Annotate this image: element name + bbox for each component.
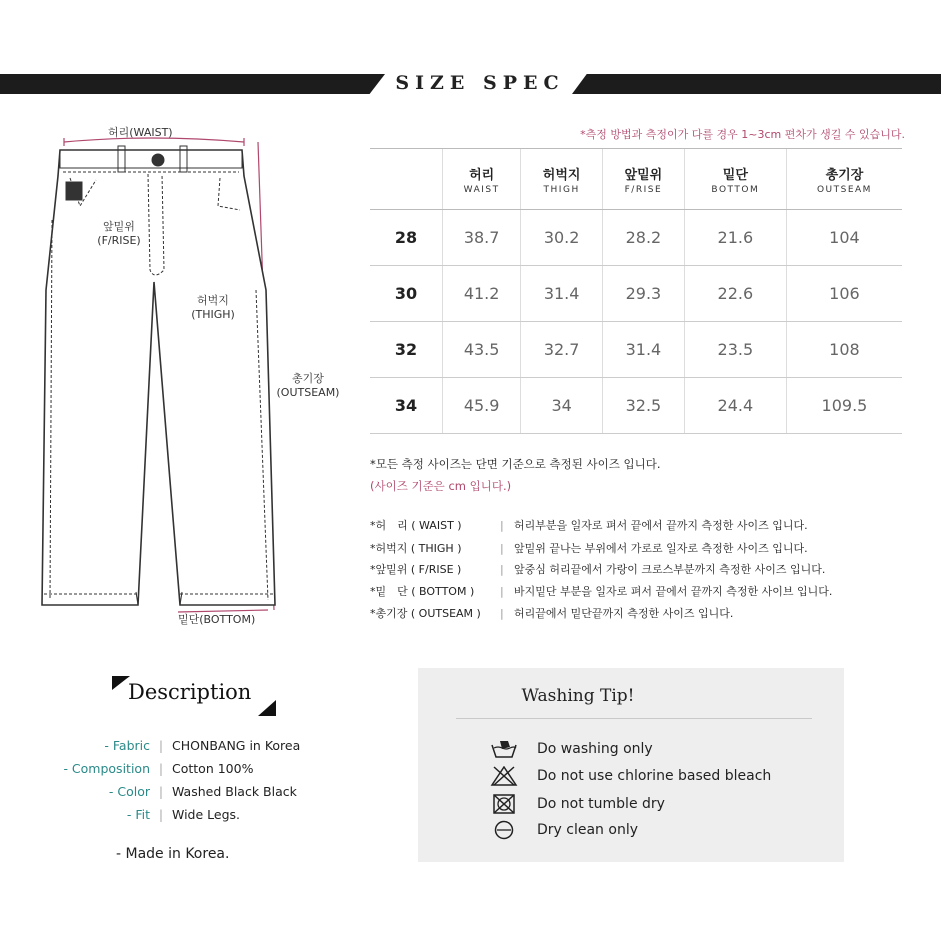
page-title: SIZE SPEC — [395, 72, 565, 94]
table-cell: 38.7 — [443, 210, 521, 266]
table-cell: 34 — [370, 378, 443, 434]
table-row — [370, 266, 902, 322]
label-frise-en: (F/RISE) — [97, 234, 141, 247]
label-thigh-en: (THIGH) — [191, 308, 235, 321]
size-table — [370, 148, 902, 434]
table-header-outseam: 총기장 OUTSEAM — [786, 149, 902, 210]
table-cell: 31.4 — [521, 266, 603, 322]
table-header-waist: 허리 WAIST — [443, 149, 521, 210]
corner-mark-icon — [258, 700, 278, 716]
description-row-fit: - Fit | Wide Legs. — [126, 807, 241, 822]
label-thigh-ko: 허벅지 — [197, 294, 229, 307]
label-outseam-en: (OUTSEAM) — [276, 386, 340, 399]
table-header-row — [370, 149, 902, 210]
measurement-deviation-note: *측정 방법과 측정이가 다를 경우 1~3cm 편차가 생길 수 있습니다. — [580, 128, 905, 141]
table-cell: 22.6 — [684, 266, 786, 322]
table-cell: 30.2 — [521, 210, 603, 266]
no-tumble-dry-icon — [490, 794, 518, 814]
description-row-color: - Color | Washed Black Black — [108, 784, 297, 799]
table-cell: 34 — [521, 378, 603, 434]
label-frise-ko: 앞밑위 — [103, 220, 135, 233]
hand-wash-icon — [490, 739, 518, 759]
table-cell: 108 — [786, 322, 902, 378]
label-outseam-ko: 총기장 — [292, 372, 324, 385]
header-bar-right — [572, 74, 941, 94]
table-cell: 45.9 — [443, 378, 521, 434]
label-bottom: 밑단(BOTTOM) — [178, 613, 256, 626]
label-waist: 허리(WAIST) — [108, 126, 173, 139]
table-cell: 43.5 — [443, 322, 521, 378]
table-cell: 23.5 — [684, 322, 786, 378]
table-cell: 28.2 — [603, 210, 685, 266]
measure-row-bottom: *밑 단 ( BOTTOM ) | 바지밑단 부분을 일자로 펴서 끝에서 끝까지 측정한 사이브 입니다. — [370, 585, 833, 598]
description-row-composition: - Composition | Cotton 100% — [63, 761, 254, 776]
table-header-bottom: 밑단 BOTTOM — [684, 149, 786, 210]
table-cell: 41.2 — [443, 266, 521, 322]
table-header-size — [370, 149, 443, 210]
table-cell: 32 — [370, 322, 443, 378]
table-header-frise: 앞밑위 F/RISE — [603, 149, 685, 210]
description-title: Description — [128, 680, 252, 704]
table-cell: 32.5 — [603, 378, 685, 434]
table-row — [370, 322, 902, 378]
dry-clean-icon — [490, 820, 518, 840]
measure-row-outseam: *총기장 ( OUTSEAM ) | 허리끝에서 밑단끝까지 측정한 사이즈 입니다. — [370, 607, 734, 620]
table-cell: 30 — [370, 266, 443, 322]
no-bleach-icon — [490, 766, 518, 786]
measure-row-waist: *허 리 ( WAIST ) | 허리부분을 일자로 펴서 끝에서 끝까지 측정한 사이즈 입니다. — [370, 519, 808, 532]
measure-row-thigh: *허벅지 ( THIGH ) | 앞밑위 끝나는 부위에서 가로로 일자로 측정한 사이즈 입니다. — [370, 542, 808, 555]
size-basis-note: *모든 측정 사이즈는 단면 기준으로 측정된 사이즈 입니다. — [370, 457, 661, 471]
description-row-fabric: - Fabric | CHONBANG in Korea — [104, 738, 301, 753]
table-cell: 31.4 — [603, 322, 685, 378]
table-cell: 29.3 — [603, 266, 685, 322]
table-cell: 32.7 — [521, 322, 603, 378]
measure-row-frise: *앞밑위 ( F/RISE ) | 앞중심 허리끝에서 가랑이 크로스부분까지 측정한 사이즈 입니다. — [370, 563, 826, 576]
made-in-label: - Made in Korea. — [116, 846, 230, 862]
table-cell: 106 — [786, 266, 902, 322]
header-bar-left — [0, 74, 385, 94]
table-header-thigh: 허벅지 THIGH — [521, 149, 603, 210]
washing-title: Washing Tip! — [521, 686, 635, 706]
table-cell: 109.5 — [786, 378, 902, 434]
table-cell: 24.4 — [684, 378, 786, 434]
table-cell: 21.6 — [684, 210, 786, 266]
table-row — [370, 378, 902, 434]
unit-note: (사이즈 기준은 cm 입니다.) — [370, 479, 512, 493]
table-cell: 104 — [786, 210, 902, 266]
table-cell: 28 — [370, 210, 443, 266]
washing-divider — [456, 718, 812, 719]
table-row — [370, 210, 902, 266]
